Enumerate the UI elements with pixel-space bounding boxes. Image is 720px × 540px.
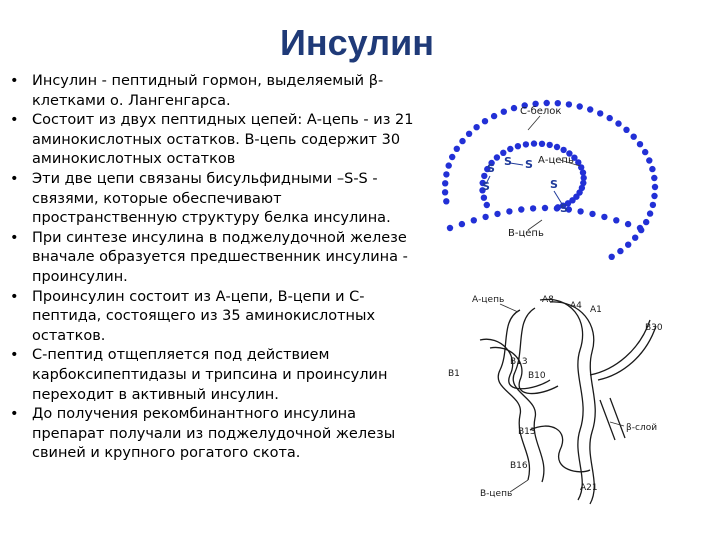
amino-acid-bead: [547, 142, 553, 148]
bullet-item: • Состоит из двух пептидных цепей: А-цепь - из 21 аминокислотных остатков. В-цепь содержит 30 аминокислотных остатков: [8, 111, 418, 170]
amino-acid-bead: [449, 154, 455, 160]
amino-acid-bead: [631, 134, 637, 140]
amino-acid-bead: [617, 248, 623, 254]
amino-acid-bead: [501, 109, 507, 115]
amino-acid-bead: [491, 113, 497, 119]
amino-acid-bead: [443, 198, 449, 204]
amino-acid-bead: [625, 242, 631, 248]
amino-acid-bead: [637, 141, 643, 147]
amino-acid-bead: [642, 149, 648, 155]
amino-acid-bead: [443, 171, 449, 177]
amino-acid-bead: [446, 162, 452, 168]
amino-acid-bead: [481, 195, 487, 201]
amino-acid-bead: [625, 221, 631, 227]
residue-label: A8: [542, 295, 554, 305]
amino-acid-bead: [646, 157, 652, 163]
amino-acid-bead: [601, 214, 607, 220]
amino-acid-bead: [650, 202, 656, 208]
amino-acid-bead: [577, 103, 583, 109]
amino-acid-bead: [542, 205, 548, 211]
c-peptide-label: С-белок: [520, 106, 562, 117]
disulfide-label: S: [487, 162, 495, 175]
disulfide-label: S: [504, 155, 512, 168]
amino-acid-bead: [442, 189, 448, 195]
amino-acid-bead: [454, 146, 460, 152]
disulfide-label: S: [482, 180, 490, 193]
slide-title: Инсулин: [280, 22, 434, 63]
amino-acid-bead: [577, 208, 583, 214]
disulfide-label: S: [560, 202, 568, 215]
amino-acid-bead: [466, 131, 472, 137]
bullet-item: • При синтезе инсулина в поджелудочной железе вначале образуется предшественник инсулина - проинсулин.: [8, 229, 418, 288]
amino-acid-bead: [518, 206, 524, 212]
bullet-item: • Инсулин - пептидный гормон, выделяемый β-клетками о. Лангенгарса.: [8, 72, 418, 111]
amino-acid-bead: [649, 166, 655, 172]
residue-label: B13: [518, 427, 536, 437]
disulfide-label: S: [525, 158, 533, 171]
amino-acid-bead: [554, 144, 560, 150]
a-chain-label: А-цепь: [472, 295, 505, 305]
amino-acid-bead: [652, 184, 658, 190]
bullet-list: [8, 72, 418, 464]
residue-label: B1: [448, 369, 460, 379]
disulfide-label: S: [550, 178, 558, 191]
amino-acid-bead: [607, 115, 613, 121]
proinsulin-diagram: [430, 78, 690, 268]
b-chain-label: В-цепь: [480, 489, 513, 499]
amino-acid-bead: [523, 141, 529, 147]
amino-acid-bead: [511, 105, 517, 111]
ribbon: [480, 299, 656, 504]
amino-acid-bead: [613, 217, 619, 223]
amino-acid-bead: [623, 127, 629, 133]
leader-lines: [528, 116, 580, 230]
amino-acid-bead: [494, 154, 500, 160]
amino-acid-bead: [560, 147, 566, 153]
amino-acid-bead: [447, 225, 453, 231]
amino-acid-bead: [473, 124, 479, 130]
insulin-3d-structure: [440, 280, 680, 530]
amino-acid-bead: [442, 180, 448, 186]
residue-label: A4: [570, 301, 582, 311]
amino-acid-bead: [459, 138, 465, 144]
amino-acid-bead: [566, 101, 572, 107]
b-chain-label: В-цепь: [508, 228, 544, 239]
beta-sheet-label: β-слой: [626, 423, 658, 433]
bullet-item: • С-пептид отщепляется под действием карбоксипептидазы и трипсина и проинсулин переходит в активный инсулин.: [8, 346, 418, 405]
amino-acid-bead: [632, 235, 638, 241]
amino-acid-bead: [530, 205, 536, 211]
amino-acid-bead: [482, 214, 488, 220]
amino-acid-bead: [471, 217, 477, 223]
residue-label: A21: [580, 483, 598, 493]
residue-label: B16: [510, 461, 528, 471]
amino-acid-bead: [587, 106, 593, 112]
amino-acid-bead: [609, 254, 615, 260]
residue-label: A1: [590, 305, 602, 315]
residue-label: B30: [645, 323, 663, 333]
amino-acid-bead: [507, 146, 513, 152]
amino-acid-bead: [637, 225, 643, 231]
residue-label: B10: [528, 371, 546, 381]
amino-acid-bead: [651, 193, 657, 199]
amino-acid-bead: [531, 140, 537, 146]
amino-acid-bead: [647, 210, 653, 216]
amino-acid-bead: [643, 219, 649, 225]
amino-acid-bead: [506, 208, 512, 214]
amino-acid-bead: [484, 202, 490, 208]
amino-acid-bead: [651, 175, 657, 181]
amino-acid-bead: [482, 118, 488, 124]
bullet-item: • Проинсулин состоит из А-цепи, В-цепи и С-пептида, состоящего из 35 аминокислотных остатков.: [8, 288, 418, 347]
a-chain-label: А-цепь: [538, 155, 574, 166]
bullet-item: • До получения рекомбинантного инсулина препарат получали из поджелудочной железы свиней и крупного рогатого скота.: [8, 405, 418, 464]
bullet-item: • Эти две цепи связаны бисульфидными –S-S - связями, которые обеспечивают пространственную структуру белка инсулина.: [8, 170, 418, 229]
amino-acid-bead: [615, 120, 621, 126]
amino-acid-bead: [459, 221, 465, 227]
amino-acid-bead: [515, 143, 521, 149]
amino-acid-bead: [494, 211, 500, 217]
amino-acid-bead: [589, 211, 595, 217]
amino-acid-bead: [539, 141, 545, 147]
amino-acid-bead: [597, 110, 603, 116]
residue-label: B13: [510, 357, 528, 367]
